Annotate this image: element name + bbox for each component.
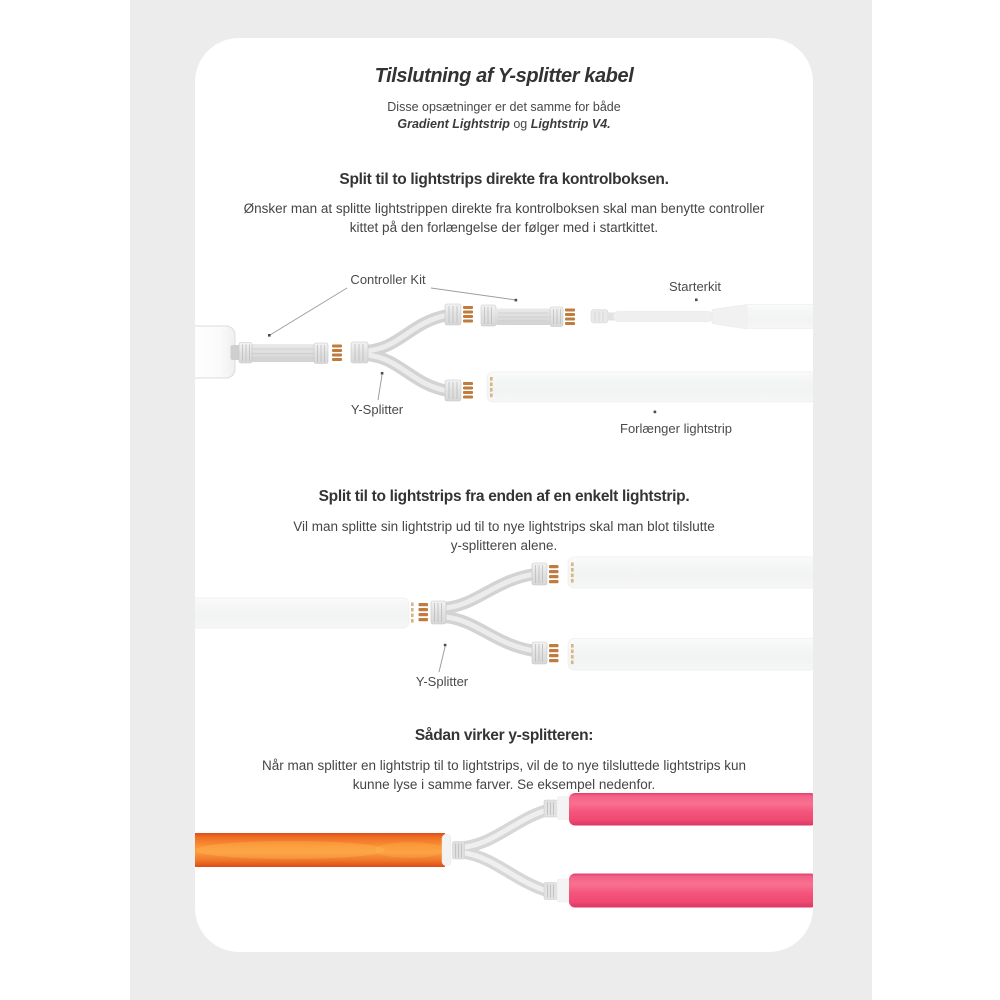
leader-dot [444, 644, 447, 647]
label-y-splitter-1: Y-Splitter [350, 402, 404, 417]
section1-body-line1: Ønsker man at splitte lightstrippen direkte fra kontrolboksen skal man benytte controller [243, 201, 765, 216]
starterkit-lightstrip [747, 305, 813, 329]
gold-pins [463, 306, 473, 323]
section1-body-line2: kittet på den forlængelse der følger med i startkittet. [349, 220, 659, 235]
diagram-split-from-controlbox [195, 288, 813, 413]
leader-y-splitter-1 [378, 375, 382, 400]
new-lightstrip-bottom [568, 639, 813, 671]
section2-heading: Split til to lightstrips fra enden af en enkelt lightstrip. [318, 488, 690, 505]
controller-kit-cable [239, 343, 342, 364]
pink-lightstrip-bottom [569, 874, 813, 908]
label-y-splitter-2: Y-Splitter [415, 674, 469, 689]
controller-box-socket [231, 345, 240, 360]
strip-contacts [411, 603, 414, 623]
diagram-canvas [195, 38, 813, 952]
gold-pins [463, 382, 473, 399]
gold-pins [549, 644, 559, 662]
source-lightstrip [195, 598, 409, 628]
leader-controller-kit-right [431, 288, 516, 300]
y-splitter-cable-2 [431, 563, 559, 664]
starterkit-plug-cable [591, 305, 747, 330]
section1-heading: Split til to lightstrips direkte fra kontrolboksen. [339, 171, 669, 188]
diagram-split-from-strip-end [195, 557, 813, 672]
new-lightstrip-top [568, 557, 813, 588]
section3-body-line1: Når man splitter en lightstrip til to lightstrips, vil de to nye tilsluttede lightstrips kun [262, 758, 746, 773]
instruction-card [195, 38, 813, 952]
leader-y-splitter-2 [439, 647, 445, 672]
y-splitter-cable-1 [351, 304, 473, 401]
label-starterkit: Starterkit [668, 279, 722, 294]
y-splitter-cable-3 [453, 797, 571, 903]
leader-controller-kit-left [270, 288, 347, 335]
gold-pins [332, 345, 342, 362]
strip-end-cap [442, 834, 451, 866]
section2-body-line1: Vil man splitte sin lightstrip ud til to nye lightstrips skal man blot tilslutte [293, 519, 715, 534]
orange-source-lightstrip [195, 833, 451, 867]
page-title: Tilslutning af Y-splitter kabel [374, 65, 634, 87]
label-extension-lightstrip: Forlænger lightstrip [620, 421, 732, 436]
pink-lightstrip-top [569, 793, 813, 826]
extension-lightstrip [487, 372, 813, 402]
controller-box [195, 326, 240, 378]
label-controller-kit: Controller Kit [350, 272, 426, 287]
gold-pins [419, 603, 429, 621]
section3-body-line2: kunne lyse i samme farver. Se eksempel nedenfor. [352, 777, 656, 792]
diagram-color-example [195, 793, 813, 908]
controller-kit-extension-cable [481, 305, 575, 327]
gold-pins [549, 565, 559, 583]
section3-heading: Sådan virker y-splitteren: [414, 727, 594, 744]
gold-pins [565, 309, 575, 326]
subtitle-connector: og [513, 116, 528, 131]
subtitle-line1: Disse opsætninger er det samme for både [387, 100, 621, 114]
subtitle-product-1: Gradient Lightstrip [397, 116, 510, 131]
subtitle-product-2: Lightstrip V4. [530, 116, 611, 131]
section2-body-line2: y-splitteren alene. [450, 538, 558, 553]
